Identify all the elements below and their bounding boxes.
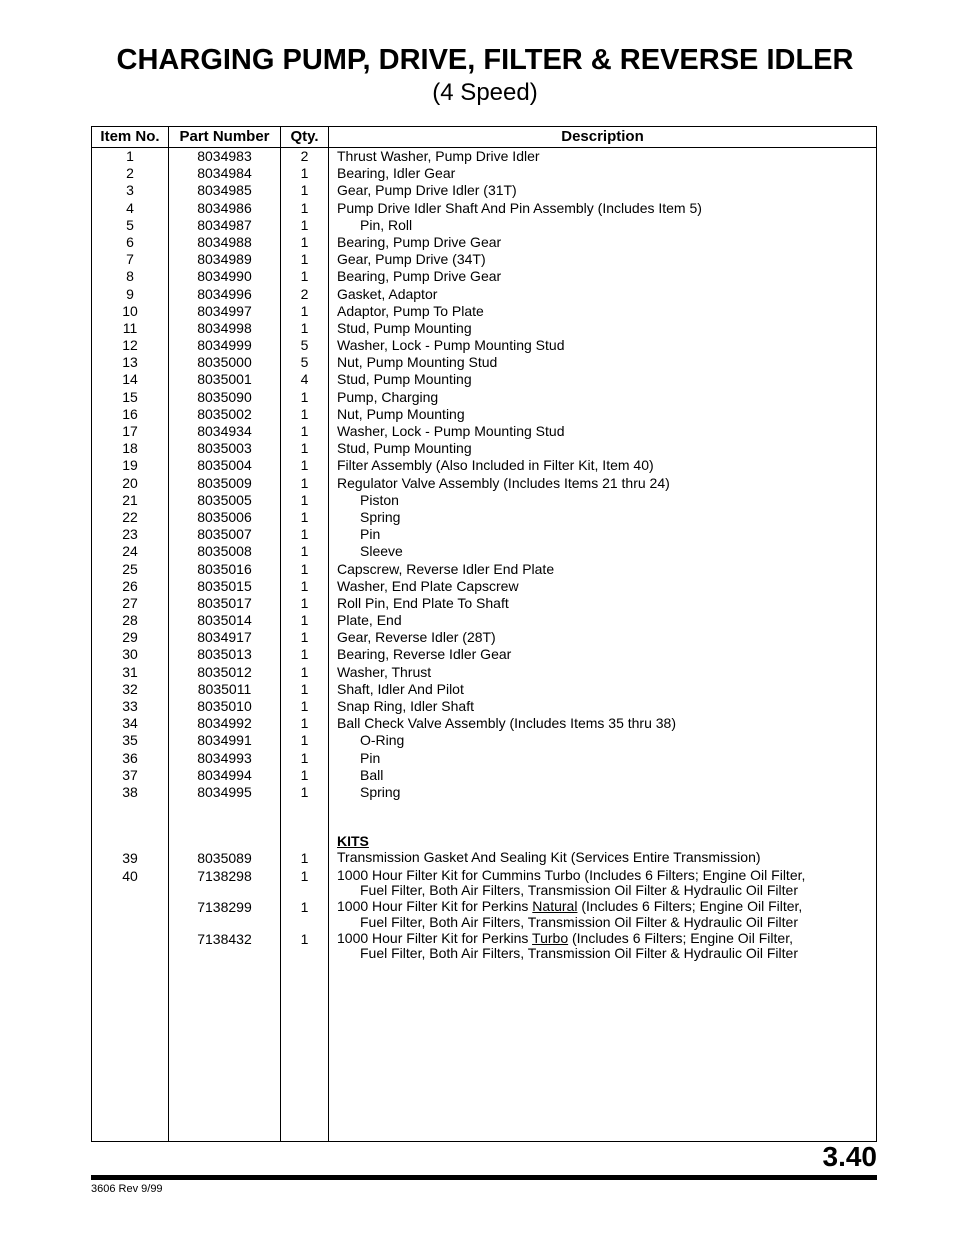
footer-rule — [91, 1175, 877, 1180]
part-number: 8035016 — [197, 560, 252, 577]
column-header-part-number: Part Number — [179, 128, 270, 145]
description: Nut, Pump Mounting — [337, 405, 465, 422]
quantity: 1 — [300, 577, 309, 594]
table-row — [92, 595, 876, 612]
part-number: 8034917 — [197, 629, 252, 646]
item-number: 30 — [122, 646, 138, 663]
kits-heading: KITS — [337, 833, 369, 850]
table-row — [92, 931, 876, 963]
item-number: 18 — [122, 440, 138, 457]
description: Pump, Charging — [337, 388, 439, 405]
description: Sleeve — [360, 543, 403, 560]
item-number: 40 — [122, 867, 138, 884]
table-row — [92, 612, 876, 629]
part-number: 7138299 — [197, 899, 252, 915]
description: Gear, Pump Drive Idler (31T) — [337, 182, 517, 199]
kit-description-text: 1000 Hour Filter Kit for Cummins Turbo (Includes 6 Filters; Engine Oil Filter, — [337, 866, 806, 883]
quantity: 1 — [300, 199, 309, 216]
description: Washer, Lock - Pump Mounting Stud — [337, 337, 565, 354]
quantity: 1 — [300, 899, 309, 915]
table-row — [92, 899, 876, 931]
quantity: 1 — [300, 663, 309, 680]
kit-description-text: (Includes 6 Filters; Engine Oil Filter, — [568, 929, 793, 946]
description: Filter Assembly (Also Included in Filter Kit, Item 40) — [337, 457, 654, 474]
description: Washer, Lock - Pump Mounting Stud — [337, 423, 565, 439]
quantity: 1 — [300, 233, 309, 250]
table-row — [92, 750, 876, 767]
table-row — [92, 423, 876, 440]
quantity: 1 — [300, 216, 309, 233]
description: Ball — [360, 766, 384, 783]
table-row — [92, 715, 876, 732]
quantity: 1 — [300, 251, 309, 268]
quantity: 1 — [300, 405, 309, 422]
parts-table — [91, 126, 877, 1142]
description: Pump Drive Idler Shaft And Pin Assembly (Includes Item 5) — [337, 199, 702, 216]
description: Bearing, Pump Drive Gear — [337, 268, 502, 285]
description: Washer, End Plate Capscrew — [337, 577, 519, 594]
quantity: 1 — [300, 440, 309, 457]
table-row — [92, 475, 876, 492]
quantity: 1 — [300, 612, 309, 629]
kit-description-text: 1000 Hour Filter Kit for Perkins — [337, 898, 533, 914]
part-number: 8035090 — [197, 388, 252, 405]
table-row — [92, 784, 876, 801]
part-number: 8034996 — [197, 285, 252, 302]
part-number: 8034991 — [197, 732, 252, 749]
quantity: 1 — [300, 423, 309, 439]
description: Gasket, Adaptor — [337, 285, 438, 302]
table-row — [92, 337, 876, 354]
table-row — [92, 578, 876, 595]
table-row — [92, 698, 876, 715]
kit-description — [337, 899, 802, 930]
table-row — [92, 850, 876, 867]
part-number: 8035011 — [197, 680, 252, 697]
part-number: 8035017 — [197, 594, 252, 611]
table-row — [92, 286, 876, 303]
description: Shaft, Idler And Pilot — [337, 680, 464, 697]
quantity: 1 — [300, 850, 309, 867]
table-row — [92, 182, 876, 199]
part-number: 8034934 — [197, 423, 252, 439]
description: Stud, Pump Mounting — [337, 371, 472, 388]
item-number: 2 — [126, 165, 134, 182]
item-number: 35 — [122, 732, 138, 749]
quantity: 1 — [300, 491, 309, 508]
item-number: 22 — [122, 508, 138, 525]
table-row — [92, 457, 876, 474]
part-number: 8034992 — [197, 715, 252, 732]
description: Gear, Reverse Idler (28T) — [337, 629, 496, 646]
part-number: 8035012 — [197, 663, 252, 680]
page-subtitle: (4 Speed) — [432, 79, 538, 106]
part-number: 8035000 — [197, 354, 252, 371]
quantity: 1 — [300, 698, 309, 714]
item-number: 3 — [126, 182, 134, 199]
quantity: 1 — [300, 182, 309, 199]
description: Stud, Pump Mounting — [337, 440, 472, 457]
table-row — [92, 629, 876, 646]
quantity: 1 — [300, 457, 309, 474]
item-number: 14 — [122, 371, 138, 388]
kit-description — [337, 868, 805, 899]
part-number: 8034986 — [197, 199, 252, 216]
item-number: 39 — [122, 850, 138, 867]
part-number: 8034999 — [197, 337, 252, 354]
quantity: 1 — [300, 783, 309, 800]
part-number: 8035006 — [197, 508, 252, 525]
item-number: 4 — [126, 199, 134, 216]
description: Bearing, Pump Drive Gear — [337, 233, 502, 250]
item-number: 23 — [122, 526, 138, 543]
part-number: 8035015 — [197, 577, 252, 594]
table-row — [92, 561, 876, 578]
part-number: 8035089 — [197, 850, 252, 867]
description: O-Ring — [360, 732, 405, 749]
table-row — [92, 251, 876, 268]
item-number: 31 — [122, 663, 138, 680]
item-number: 17 — [122, 423, 138, 439]
item-number: 26 — [122, 577, 138, 594]
table-row — [92, 217, 876, 234]
item-number: 1 — [126, 148, 134, 164]
table-row — [92, 389, 876, 406]
description: Adaptor, Pump To Plate — [337, 302, 484, 319]
description: Regulator Valve Assembly (Includes Items 21 thru 24) — [337, 474, 670, 491]
kit-description-emphasis: Turbo — [532, 929, 569, 946]
footer-revision: 3606 Rev 9/99 — [91, 1183, 163, 1195]
item-number: 15 — [122, 388, 138, 405]
part-number: 8035009 — [197, 474, 252, 491]
item-number: 16 — [122, 405, 138, 422]
kit-description-text: (Includes 6 Filters; Engine Oil Filter, — [577, 898, 803, 914]
description: Pin — [360, 749, 381, 766]
kit-description — [337, 931, 798, 962]
quantity: 1 — [300, 629, 309, 646]
table-row — [92, 148, 876, 165]
column-header-qty: Qty. — [290, 128, 319, 145]
part-number: 8034994 — [197, 766, 252, 783]
part-number: 8034997 — [197, 302, 252, 319]
table-row — [92, 664, 876, 681]
quantity: 2 — [300, 285, 309, 302]
quantity: 1 — [300, 543, 309, 560]
part-number: 8034989 — [197, 251, 252, 268]
quantity: 1 — [300, 560, 309, 577]
column-header-description: Description — [561, 128, 644, 145]
part-number: 8034993 — [197, 749, 252, 766]
kit-description-continuation: Fuel Filter, Both Air Filters, Transmission Oil Filter & Hydraulic Oil Filter — [360, 945, 798, 961]
description: Nut, Pump Mounting Stud — [337, 354, 498, 371]
description: Capscrew, Reverse Idler End Plate — [337, 560, 555, 577]
quantity: 4 — [300, 371, 309, 388]
description: Stud, Pump Mounting — [337, 319, 472, 336]
item-number: 24 — [122, 543, 138, 560]
item-number: 7 — [126, 251, 134, 268]
table-row — [92, 732, 876, 749]
quantity: 5 — [300, 337, 309, 354]
description: Ball Check Valve Assembly (Includes Items 35 thru 38) — [337, 715, 677, 732]
part-number: 8035005 — [197, 491, 252, 508]
kit-description-text: 1000 Hour Filter Kit for Perkins — [337, 929, 533, 946]
item-number: 25 — [122, 560, 138, 577]
table-row — [92, 681, 876, 698]
item-number: 34 — [122, 715, 138, 732]
table-row — [92, 868, 876, 900]
description: Roll Pin, End Plate To Shaft — [337, 594, 509, 611]
item-number: 32 — [122, 680, 138, 697]
item-number: 19 — [122, 457, 138, 474]
description: Gear, Pump Drive (34T) — [337, 251, 486, 268]
part-number: 7138298 — [197, 867, 252, 884]
part-number: 8035004 — [197, 457, 252, 474]
item-number: 9 — [126, 285, 134, 302]
quantity: 1 — [300, 930, 309, 947]
description: Pin — [360, 526, 381, 543]
column-header-item: Item No. — [100, 128, 160, 145]
item-number: 13 — [122, 354, 138, 371]
part-number: 8034983 — [197, 148, 252, 164]
description: Bearing, Idler Gear — [337, 165, 456, 182]
part-number: 8034984 — [197, 165, 252, 182]
description: Thrust Washer, Pump Drive Idler — [337, 148, 540, 164]
item-number: 38 — [122, 783, 138, 800]
quantity: 1 — [300, 867, 309, 884]
description: Snap Ring, Idler Shaft — [337, 698, 474, 714]
item-number: 5 — [126, 216, 134, 233]
description: Bearing, Reverse Idler Gear — [337, 646, 512, 663]
kit-description-continuation: Fuel Filter, Both Air Filters, Transmission Oil Filter & Hydraulic Oil Filter — [360, 913, 798, 930]
item-number: 11 — [122, 319, 138, 336]
quantity: 1 — [300, 526, 309, 543]
part-number: 8034988 — [197, 233, 252, 250]
description: Piston — [360, 491, 399, 508]
quantity: 2 — [300, 148, 309, 164]
table-row — [92, 268, 876, 285]
part-number: 8034990 — [197, 268, 252, 285]
part-number: 8034998 — [197, 319, 252, 336]
kit-description-continuation: Fuel Filter, Both Air Filters, Transmission Oil Filter & Hydraulic Oil Filter — [360, 882, 798, 898]
table-row — [92, 767, 876, 784]
quantity: 1 — [300, 749, 309, 766]
item-number: 21 — [122, 491, 138, 508]
quantity: 1 — [300, 732, 309, 749]
table-row — [92, 646, 876, 663]
table-row — [92, 165, 876, 182]
item-number: 8 — [126, 268, 134, 285]
table-row — [92, 492, 876, 509]
table-row — [92, 406, 876, 423]
quantity: 1 — [300, 388, 309, 405]
table-row — [92, 234, 876, 251]
item-number: 10 — [122, 302, 138, 319]
quantity: 1 — [300, 715, 309, 732]
parts-list — [92, 148, 876, 962]
item-number: 29 — [122, 629, 138, 646]
quantity: 1 — [300, 302, 309, 319]
item-number: 12 — [122, 337, 138, 354]
description: Spring — [360, 508, 401, 525]
quantity: 1 — [300, 268, 309, 285]
kit-description-emphasis: Natural — [532, 898, 578, 914]
page-number: 3.40 — [822, 1141, 877, 1172]
quantity: 1 — [300, 594, 309, 611]
table-row — [92, 801, 876, 833]
table-row — [92, 543, 876, 560]
quantity: 1 — [300, 319, 309, 336]
quantity: 1 — [300, 766, 309, 783]
quantity: 1 — [300, 680, 309, 697]
part-number: 8035008 — [197, 543, 252, 560]
table-row — [92, 303, 876, 320]
item-number: 6 — [126, 233, 134, 250]
item-number: 20 — [122, 474, 138, 491]
page-title: CHARGING PUMP, DRIVE, FILTER & REVERSE IDLER — [116, 44, 854, 76]
part-number: 8035001 — [197, 371, 252, 388]
part-number: 8034995 — [197, 783, 252, 800]
table-row — [92, 509, 876, 526]
item-number: 36 — [122, 749, 138, 766]
part-number: 8035002 — [197, 405, 252, 422]
table-row — [92, 200, 876, 217]
quantity: 1 — [300, 474, 309, 491]
description: Washer, Thrust — [337, 663, 432, 680]
item-number: 37 — [122, 766, 138, 783]
table-row — [92, 440, 876, 457]
table-row — [92, 833, 876, 850]
part-number: 8034987 — [197, 216, 252, 233]
description: Pin, Roll — [360, 216, 413, 233]
part-number: 8035003 — [197, 440, 252, 457]
item-number: 28 — [122, 612, 138, 629]
quantity: 1 — [300, 508, 309, 525]
description: Plate, End — [337, 612, 402, 629]
part-number: 8035010 — [197, 698, 252, 714]
description: Spring — [360, 783, 401, 800]
table-row — [92, 526, 876, 543]
item-number: 33 — [122, 698, 138, 714]
kit-description-text: Transmission Gasket And Sealing Kit (Services Entire Transmission) — [337, 849, 761, 866]
table-row — [92, 371, 876, 388]
part-number: 8034985 — [197, 182, 252, 199]
kit-description — [337, 850, 761, 866]
part-number: 8035007 — [197, 526, 252, 543]
quantity: 5 — [300, 354, 309, 371]
table-row — [92, 320, 876, 337]
part-number: 8035013 — [197, 646, 252, 663]
item-number: 27 — [122, 594, 138, 611]
quantity: 1 — [300, 165, 309, 182]
table-row — [92, 354, 876, 371]
quantity: 1 — [300, 646, 309, 663]
part-number: 7138432 — [197, 930, 252, 947]
part-number: 8035014 — [197, 612, 252, 629]
